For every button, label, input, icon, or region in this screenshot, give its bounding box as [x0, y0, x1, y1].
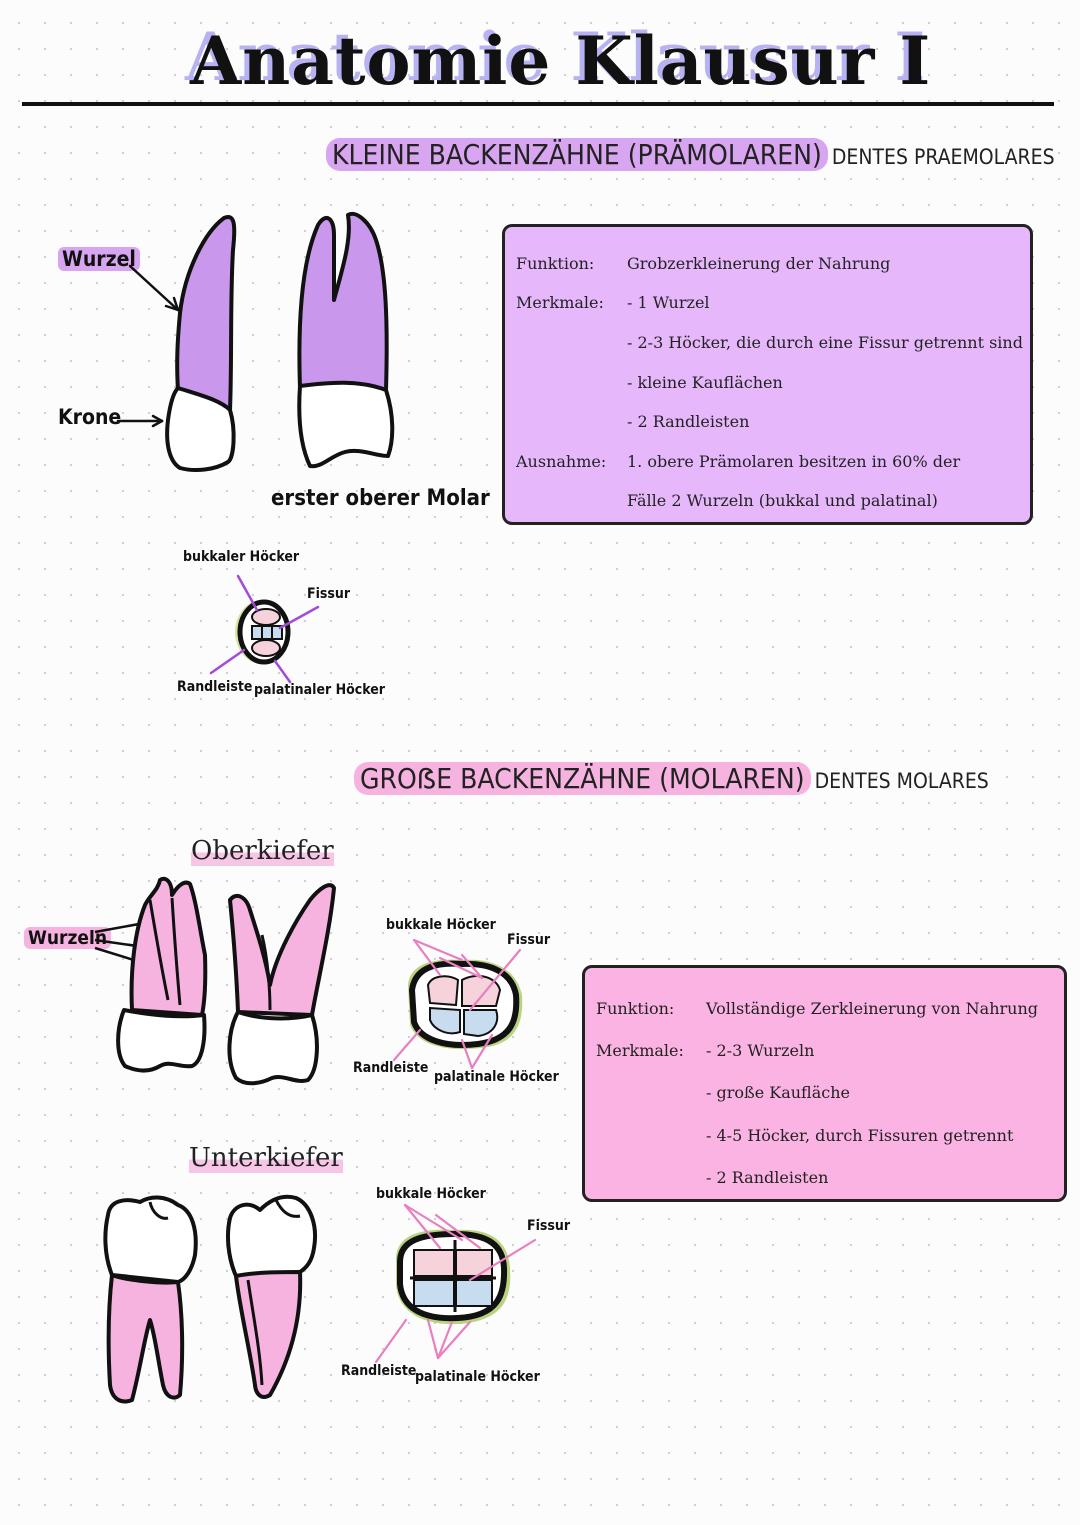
premolar-fissure-label: Fissur: [307, 586, 351, 602]
label-roots: Wurzeln: [24, 927, 111, 949]
page-title: Anatomie Klausur I: [190, 22, 932, 100]
premolar-merkmal-item: - 1 Wurzel: [627, 293, 710, 312]
premolar-marginal-ridge-label: Randleiste: [177, 679, 253, 695]
premolar-buccal-cusp-label: bukkaler Höcker: [183, 549, 300, 565]
molar-info-box: [582, 965, 1067, 1202]
molar-merkmal-item: - 2 Randleisten: [706, 1168, 829, 1187]
premolar-ausnahme-line: Fälle 2 Wurzeln (bukkal und palatinal): [627, 491, 938, 510]
premolar-heading: KLEINE BACKENZÄHNE (PRÄMOLAREN): [326, 138, 828, 171]
premolar-ausnahme-line: 1. obere Prämolaren besitzen in 60% der: [627, 452, 961, 471]
premolar-merkmale-label: Merkmale:: [516, 293, 604, 312]
label-crown: Krone: [58, 405, 122, 429]
upper-molar-fissure-label: Fissur: [507, 932, 551, 948]
premolar-latin-name: DENTES PRAEMOLARES: [831, 145, 1055, 169]
premolar-palatal-cusp-label: palatinaler Höcker: [254, 682, 385, 698]
label-root: Wurzel: [58, 247, 140, 271]
premolar-merkmal-item: - 2 Randleisten: [627, 412, 750, 431]
premolar-caption: erster oberer Molar: [271, 486, 490, 511]
molar-heading: GROẞE BACKENZÄHNE (MOLAREN): [354, 762, 811, 795]
lower-molar-fissure-label: Fissur: [527, 1218, 571, 1234]
upper-molar-buccal-cusps-label: bukkale Höcker: [386, 917, 496, 933]
lower-molar-buccal-cusps-label: bukkale Höcker: [376, 1186, 486, 1202]
premolar-ausnahme-label: Ausnahme:: [516, 452, 607, 471]
premolar-funktion-text: Grobzerkleinerung der Nahrung: [627, 254, 891, 273]
premolar-funktion-label: Funktion:: [516, 254, 595, 273]
lower-jaw-label: Unterkiefer: [189, 1143, 343, 1173]
premolar-merkmal-item: - kleine Kauflächen: [627, 373, 783, 392]
lower-molar-marginal-ridge-label: Randleiste: [341, 1363, 417, 1379]
molar-funktion-text: Vollständige Zerkleinerung von Nahrung: [706, 999, 1038, 1018]
molar-merkmale-label: Merkmale:: [596, 1041, 684, 1060]
molar-latin-name: DENTES MOLARES: [814, 769, 989, 793]
upper-jaw-label: Oberkiefer: [191, 836, 334, 866]
molar-merkmal-item: - 4-5 Höcker, durch Fissuren getrennt: [706, 1126, 1014, 1145]
upper-molar-marginal-ridge-label: Randleiste: [353, 1060, 429, 1076]
lower-molar-palatal-cusps-label: palatinale Höcker: [415, 1369, 540, 1385]
upper-molar-palatal-cusps-label: palatinale Höcker: [434, 1069, 559, 1085]
premolar-merkmal-item: - 2-3 Höcker, die durch eine Fissur getrennt sind: [627, 333, 1023, 352]
molar-merkmal-item: - große Kaufläche: [706, 1083, 850, 1102]
molar-funktion-label: Funktion:: [596, 999, 675, 1018]
molar-merkmal-item: - 2-3 Wurzeln: [706, 1041, 815, 1060]
